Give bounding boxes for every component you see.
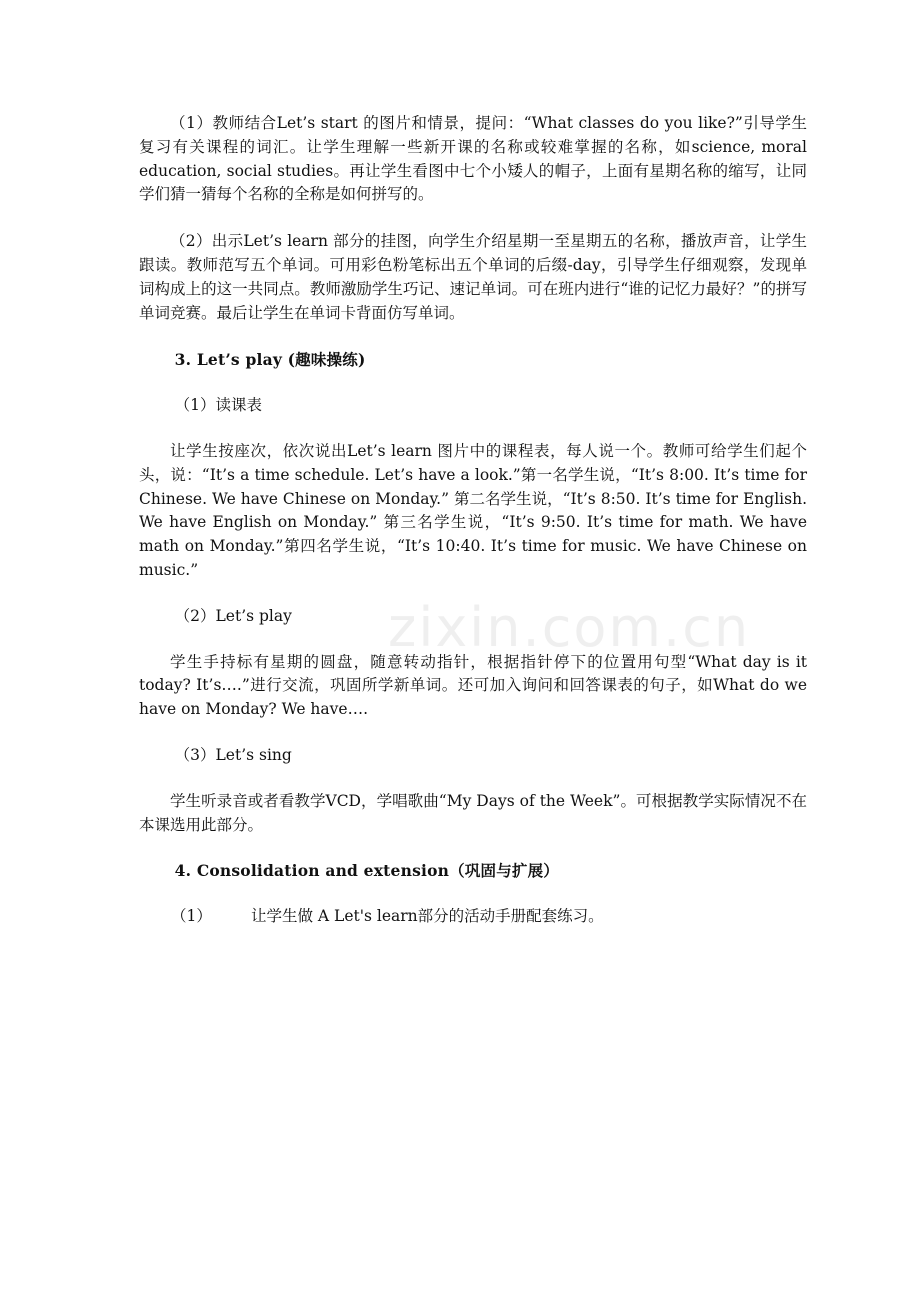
paragraph-2: （2）出示Let’s learn 部分的挂图，向学生介绍星期一至星期五的名称，播放声音，让学生跟读。教师范写五个单词。可用彩色粉笔标出五个单词的后缀-day，引导学生仔细观察，发现单词构成上的这一共同点。教师激励学生巧记、速记单词。可在班内进行“谁的记忆力最好？”的拼写单词竞赛。最后让学生在单词卡背面仿写单词。 [139, 232, 807, 322]
section-heading-3: 3. Let’s play (趣味操练) [174, 350, 366, 370]
paragraph-4: 学生手持标有星期的圆盘，随意转动指针，根据指针停下的位置用句型“What day is it today? It’s….”进行交流，巩固所学新单词。还可加入询问和回答课表的句子，如What do we have on Monday? We have…. [139, 652, 807, 719]
paragraph-1: （1）教师结合Let’s start 的图片和情景，提问：“What classes do you like?”引导学生复习有关课程的词汇。让学生理解一些新开课的名称或较难掌握的名称，如science, moral education, social studies。再让学生看图中七个小矮人的帽子，上面有星期名称的缩写，让同学们猜一猜每个名称的全称是如何拼写的。 [139, 114, 807, 204]
list-item-number: （1） [171, 907, 212, 926]
list-item-text: 让学生做 A Let's learn部分的活动手册配套练习。 [251, 907, 604, 926]
list-item-1 [139, 905, 807, 929]
paragraph-3: 让学生按座次，依次说出Let’s learn 图片中的课程表，每人说一个。教师可给学生们起个头，说：“It’s a time schedule. Let’s have a look.”第一名学生说，“It’s 8:00. It’s time for Chinese. We have Chinese on Monday.” 第二名学生说，“It’s 8:50. It’s time for English. We have English on Monday.” 第三名学生说，“It’s 9:50. It’s time for math. We have math on Monday.”第四名学生说，“It’s 10:40. It’s time for music. We have Chinese on music.” [139, 441, 807, 579]
subheading-read-schedule: （1）读课表 [174, 396, 263, 415]
section-heading-4: 4. Consolidation and extension（巩固与扩展） [174, 861, 559, 881]
subheading-lets-play: （2）Let’s play [174, 606, 292, 625]
document-body [139, 112, 807, 929]
watermark: zixin.com.cn [388, 596, 751, 659]
subheading-lets-sing: （3）Let’s sing [174, 745, 292, 764]
paragraph-5: 学生听录音或者看教学VCD，学唱歌曲“My Days of the Week”。可根据教学实际情况不在本课选用此部分。 [139, 791, 807, 834]
